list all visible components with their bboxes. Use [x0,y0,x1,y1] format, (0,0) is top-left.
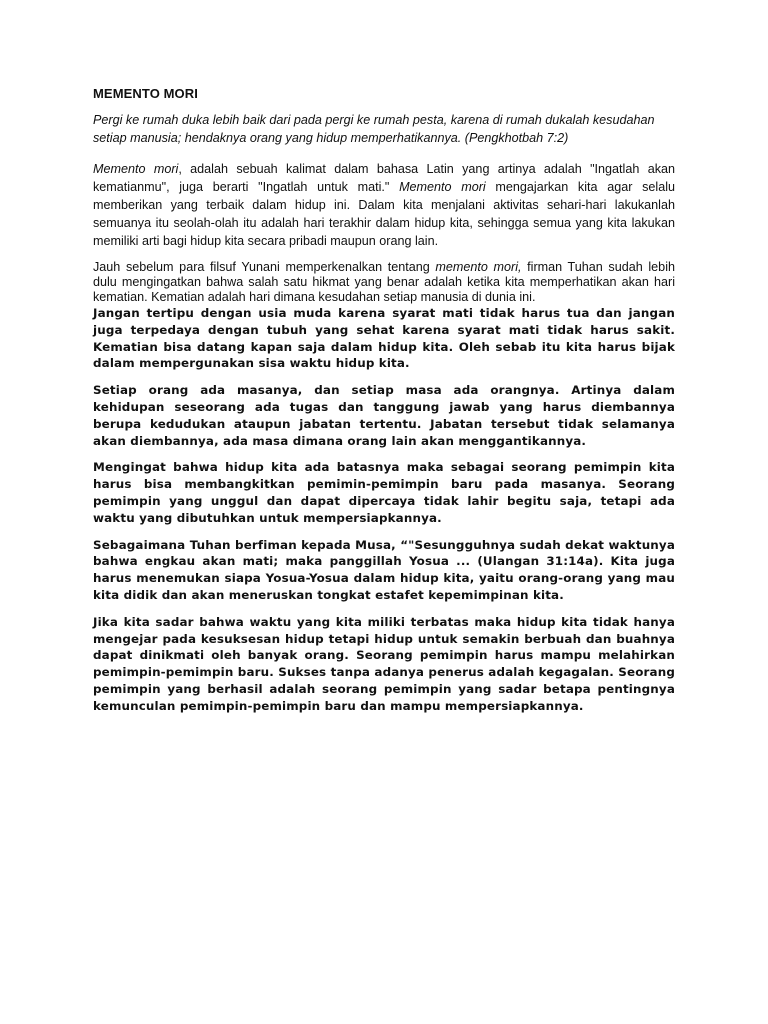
term-memento-mori: Memento mori [399,180,486,194]
paragraph-text: firman Tuhan sudah lebih dulu mengingatkan bahwa salah satu hikmat yang benar adalah ketika kita memperhatikan akan hari kematian. Kematian adalah hari dimana kesudahan setiap manusia di dunia ini. [93,260,675,304]
paragraph-leadership: Mengingat bahwa hidup kita ada batasnya maka sebagai seorang pemimpin kita harus bisa membangkitkan pemimin-pemimpin baru pada masanya. Seorang pemimpin yang unggul dan dapat dipercaya tidak lahir begitu saja, tetapi ada waktu yang dibutuhkan untuk mempersiapkannya. [93,460,675,525]
epigraph-quote: Pergi ke rumah duka lebih baik dari pada pergi ke rumah pesta, karena di rumah dukalah kesudahan setiap manusia; hendaknya orang yang hidup memperhatikannya. (Pengkhotbah 7:2) [93,113,655,145]
paragraph-history [93,260,675,305]
paragraph-text: mengajarkan kita agar selalu memberikan yang terbaik dalam hidup ini. Dalam kita menjalani aktivitas sehari-hari lakukanlah semuanya itu seolah-olah itu adalah hari terakhir dalam hidup kita, sehingga semua yang kita lakukan memiliki arti bagi hidup kita secara pribadi maupun orang lain. [93,180,676,248]
document-page [93,86,675,725]
term-memento-mori: memento mori, [435,260,522,274]
paragraph-warning: Jangan tertipu dengan usia muda karena syarat mati tidak harus tua dan jangan juga terpedaya dengan tubuh yang sehat karena syarat mati tidak harus sakit. Kematian bisa datang kapan saja dalam hidup kita. Oleh sebab itu kita harus bijak dalam mempergunakan sisa waktu hidup kita. [93,306,675,371]
paragraph-intro [93,160,675,250]
document-title: MEMENTO MORI [93,86,198,101]
term-memento-mori: Memento mori [93,162,179,176]
paragraph-moses: Sebagaimana Tuhan berfiman kepada Musa, “"Sesungguhnya sudah dekat waktunya bahwa engkau akan mati; maka panggillah Yosua ... (Ulangan 31:14a). Kita juga harus menemukan siapa Yosua-Yosua dalam hidup kita, yaitu orang-orang yang mau kita didik dan akan meneruskan tongkat estafet kepemimpinan kita. [93,537,675,602]
paragraph-seasons: Setiap orang ada masanya, dan setiap masa ada orangnya. Artinya dalam kehidupan seseorang ada tugas dan tanggung jawab yang harus diembannya berupa kedudukan ataupun jabatan tertentu. Jabatan tersebut tidak selamanya akan diembannya, ada masa dimana orang lain akan menggantikannya. [93,383,675,448]
paragraph-text: Jauh sebelum para filsuf Yunani memperkenalkan tentang [93,260,436,274]
paragraph-conclusion: Jika kita sadar bahwa waktu yang kita miliki terbatas maka hidup kita tidak hanya mengejar pada kesuksesan hidup tetapi hidup untuk semakin berbuah dan buahnya dapat dinikmati oleh banyak orang. Seorang pemimpin harus mampu melahirkan pemimpin-pemimpin baru. Sukses tanpa adanya penerus adalah kegagalan. Seorang pemimpin yang berhasil adalah seorang pemimpin yang sadar betapa pentingnya kemunculan pemimpin-pemimpin baru dan mampu mempersiapkannya. [93,614,675,713]
paragraph-text: , adalah sebuah kalimat dalam bahasa Latin yang artinya adalah "Ingatlah akan kematianmu", juga berarti "Ingatlah untuk mati." [93,162,676,194]
